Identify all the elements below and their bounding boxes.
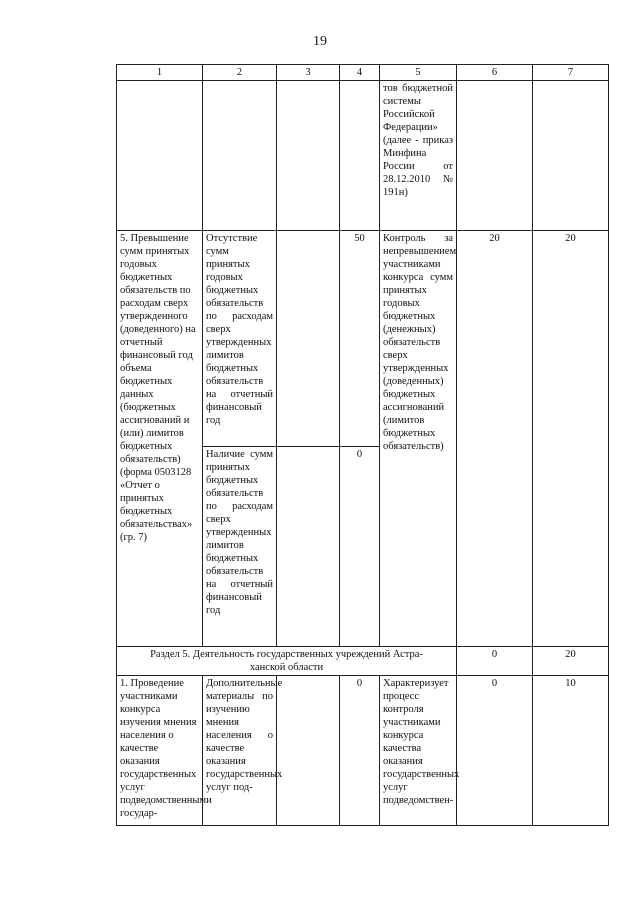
header-col-2: 2 (203, 65, 277, 81)
criterion-5-col6: 20 (457, 231, 533, 647)
criterion-1-materials: Дополнительные материалы по изучению мнения населения о качестве оказания государственных услуг под- (203, 676, 277, 826)
cell-empty (277, 676, 340, 826)
cell-empty (117, 81, 203, 231)
criterion-1-row (117, 676, 609, 826)
criterion-5-control: Контроль за непревышением участниками конкурса сумм принятых годовых бюджетных (денежных) обязательств сверх утвержденных (доведенных) бюджетных ассигнований (лимитов бюджетных обязательств) (380, 231, 457, 647)
criterion-1-col6: 0 (457, 676, 533, 826)
criterion-1-description: 1. Проведение участниками конкурса изучения мнения населения о качестве оказания государственных услуг подведомственными государ- (117, 676, 203, 826)
section-5-col6: 0 (457, 647, 533, 676)
cell-empty (457, 81, 533, 231)
cell-empty (533, 81, 609, 231)
header-col-1: 1 (117, 65, 203, 81)
section-5-col7: 20 (533, 647, 609, 676)
cell-empty (277, 81, 340, 231)
continuation-col5: тов бюджетной системы Российской Федерации» (далее - приказ Минфина России от 28.12.2010 № 191н) (380, 81, 457, 231)
header-col-3: 3 (277, 65, 340, 81)
cell-empty (277, 447, 340, 647)
section-5-title-line2: ханской области (249, 662, 324, 673)
criterion-5-absence: Отсутствие сумм принятых годовых бюджетных обязательств по расходам сверх утвержденных лимитов бюджетных обязательств на отчетный финансовый год (203, 231, 277, 447)
criterion-5-col7: 20 (533, 231, 609, 647)
criterion-5-description: 5. Превышение сумм принятых годовых бюджетных обязательств по расходам сверх утвержденного (доведенного) на отчетный финансовый год объема бюджетных данных (бюджетных ассигнований и (или) лимитов бюджетных обязательств) (форма 0503128 «Отчет о принятых бюджетных обязательствах» (гр. 7) (117, 231, 203, 647)
criterion-5-points-absence: 50 (340, 231, 380, 447)
header-col-5: 5 (380, 65, 457, 81)
header-col-6: 6 (457, 65, 533, 81)
criterion-1-characteristic: Характеризует процесс контроля участниками конкурса качества оказания государственных услуг подведомствен- (380, 676, 457, 826)
page-number: 19 (313, 34, 327, 49)
header-col-4: 4 (340, 65, 380, 81)
criterion-5-points-presence: 0 (340, 447, 380, 647)
section-5-row (117, 647, 609, 676)
criterion-5-row-a (117, 231, 609, 447)
cell-empty (340, 81, 380, 231)
cell-empty (203, 81, 277, 231)
section-5-title (117, 647, 457, 676)
criterion-1-col7: 10 (533, 676, 609, 826)
criterion-5-presence: Наличие сумм принятых бюджетных обязательств по расходам сверх утвержденных лимитов бюджетных обязательств на отчетный финансовый год (203, 447, 277, 647)
header-row (117, 65, 609, 81)
evaluation-table (116, 64, 609, 826)
header-col-7: 7 (533, 65, 609, 81)
criterion-1-points: 0 (340, 676, 380, 826)
section-5-title-line1: Раздел 5. Деятельность государственных учреждений Астра- (150, 649, 423, 660)
continuation-row (117, 81, 609, 231)
cell-empty (277, 231, 340, 447)
